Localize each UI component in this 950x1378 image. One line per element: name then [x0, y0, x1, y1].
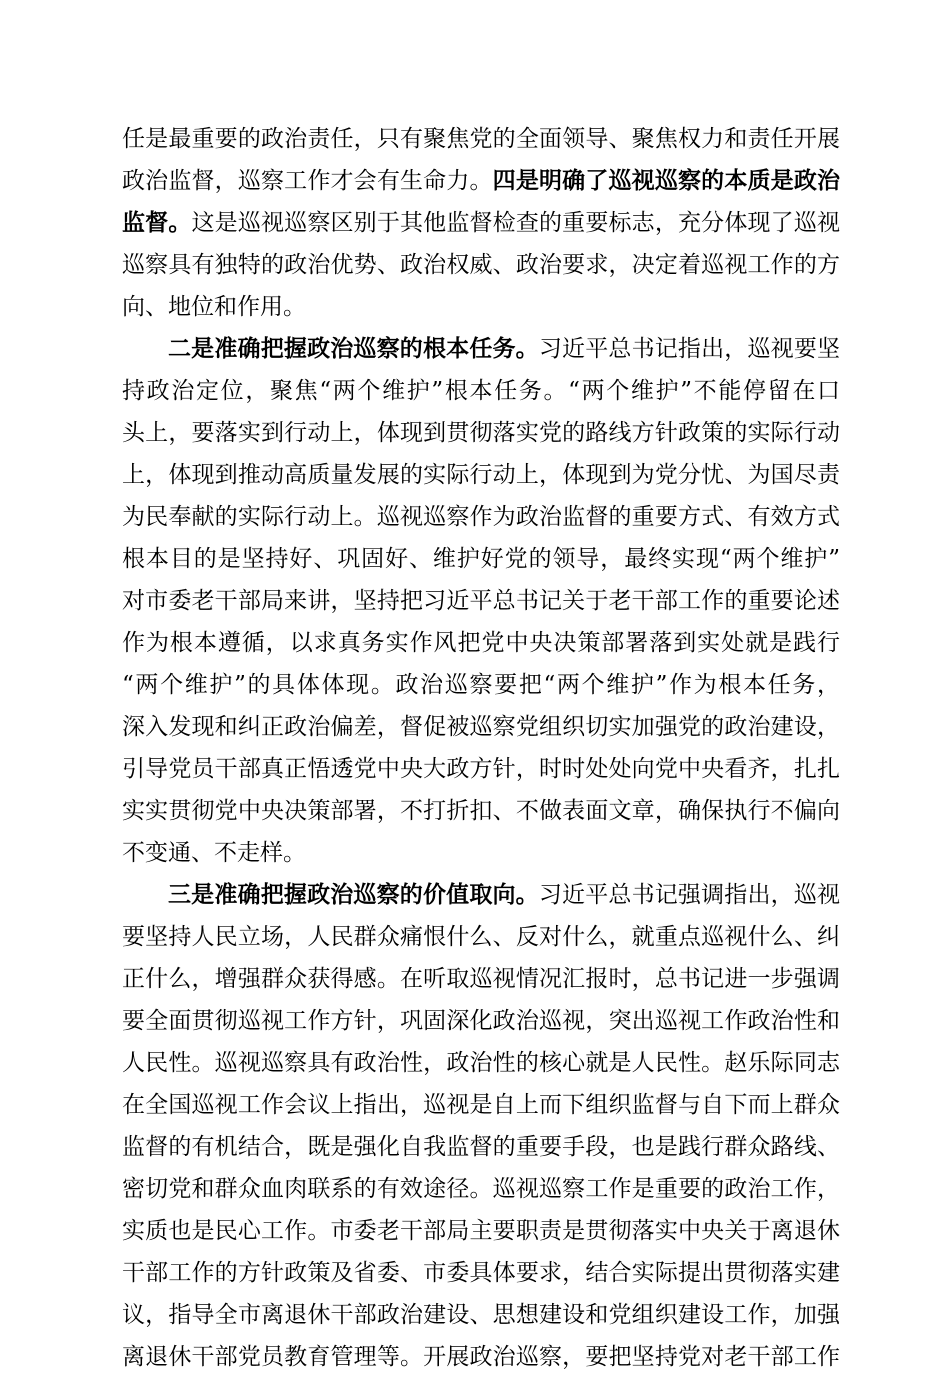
bold-heading-text: 二是准确把握政治巡察的根本任务。 — [168, 335, 539, 362]
text-line — [122, 1168, 840, 1210]
bold-heading-text: 四是明确了巡视巡察的本质是政治 — [492, 167, 840, 194]
line-text: 政治监督，巡察工作才会有生命力。 — [122, 168, 493, 194]
line-text: 在全国巡视工作会议上指出，巡视是自上而下组织监督与自下而上群众 — [122, 1092, 840, 1118]
text-line — [122, 790, 840, 832]
text-line — [122, 580, 840, 622]
line-text: 干部工作的方针政策及省委、市委具体要求，结合实际提出贯彻落实建 — [122, 1260, 840, 1286]
line-text: 这是巡视巡察区别于其他监督检查的重要标志，充分体现了巡视 — [191, 210, 840, 236]
line-text: “两个维护”的具体体现。政治巡察要把“两个维护”作为根本任务， — [122, 672, 840, 698]
text-line — [122, 832, 840, 874]
line-text: 不变通、不走样。 — [122, 840, 306, 866]
text-line — [122, 1210, 840, 1252]
text-line — [122, 202, 840, 244]
text-line — [122, 706, 840, 748]
line-text: 正什么，增强群众获得感。在听取巡视情况汇报时，总书记进一步强调 — [122, 966, 840, 992]
line-text: 实质也是民心工作。市委老干部局主要职责是贯彻落实中央关于离退休 — [122, 1218, 840, 1244]
line-text: 对市委老干部局来讲，坚持把习近平总书记关于老干部工作的重要论述 — [122, 588, 840, 614]
text-line — [122, 286, 840, 328]
text-line — [122, 1126, 840, 1168]
line-text: 监督的有机结合，既是强化自我监督的重要手段，也是践行群众路线、 — [122, 1134, 840, 1160]
text-line — [122, 664, 840, 706]
line-text: 上，体现到推动高质量发展的实际行动上，体现到为党分忧、为国尽责 — [122, 462, 840, 488]
line-text: 根本目的是坚持好、巩固好、维护好党的领导，最终实现“两个维护” — [122, 546, 840, 572]
text-line — [122, 1252, 840, 1294]
line-text: 要坚持人民立场，人民群众痛恨什么、反对什么，就重点巡视什么、纠 — [122, 924, 840, 950]
text-line — [122, 958, 840, 1000]
text-line — [122, 538, 840, 580]
text-line — [122, 1336, 840, 1378]
text-line — [122, 244, 840, 286]
line-text: 头上，要落实到行动上，体现到贯彻落实党的路线方针政策的实际行动 — [122, 420, 840, 446]
line-text: 习近平总书记强调指出，巡视 — [538, 882, 840, 908]
line-text: 要全面贯彻巡视工作方针，巩固深化政治巡视，突出巡视工作政治性和 — [122, 1008, 840, 1034]
line-text: 实实贯彻党中央决策部署，不打折扣、不做表面文章，确保执行不偏向 — [122, 798, 840, 824]
line-text: 深入发现和纠正政治偏差，督促被巡察党组织切实加强党的政治建设， — [122, 714, 840, 740]
line-text: 向、地位和作用。 — [122, 294, 306, 320]
line-text: 巡察具有独特的政治优势、政治权威、政治要求，决定着巡视工作的方 — [122, 252, 840, 278]
line-text: 离退休干部党员教育管理等。开展政治巡察，要把坚持党对老干部工作 — [122, 1344, 840, 1370]
text-line — [122, 118, 840, 160]
line-text: 人民性。巡视巡察具有政治性，政治性的核心就是人民性。赵乐际同志 — [122, 1050, 840, 1076]
line-text: 作为根本遵循，以求真务实作风把党中央决策部署落到实处就是践行 — [122, 630, 840, 656]
text-line — [122, 454, 840, 496]
text-line — [122, 370, 840, 412]
text-line — [122, 1294, 840, 1336]
line-text: 任是最重要的政治责任，只有聚焦党的全面领导、聚焦权力和责任开展 — [122, 126, 840, 152]
text-line — [122, 412, 840, 454]
bold-heading-text: 监督。 — [122, 209, 192, 236]
text-line — [122, 874, 840, 916]
line-text: 为民奉献的实际行动上。巡视巡察作为政治监督的重要方式、有效方式 — [122, 504, 840, 530]
line-text: 密切党和群众血肉联系的有效途径。巡视巡察工作是重要的政治工作， — [122, 1176, 840, 1202]
text-line — [122, 1084, 840, 1126]
line-text: 习近平总书记指出，巡视要坚 — [538, 336, 840, 362]
line-text: 引导党员干部真正悟透党中央大政方针，时时处处向党中央看齐，扎扎 — [122, 756, 840, 782]
text-line — [122, 160, 840, 202]
text-line — [122, 496, 840, 538]
text-line — [122, 1042, 840, 1084]
text-line — [122, 622, 840, 664]
line-text: 议，指导全市离退休干部政治建设、思想建设和党组织建设工作，加强 — [122, 1302, 840, 1328]
body-text — [122, 118, 840, 1378]
bold-heading-text: 三是准确把握政治巡察的价值取向。 — [168, 881, 539, 908]
text-line — [122, 1000, 840, 1042]
text-line — [122, 748, 840, 790]
line-text: 持政治定位，聚焦“两个维护”根本任务。“两个维护”不能停留在口 — [122, 378, 840, 404]
text-line — [122, 328, 840, 370]
text-line — [122, 916, 840, 958]
